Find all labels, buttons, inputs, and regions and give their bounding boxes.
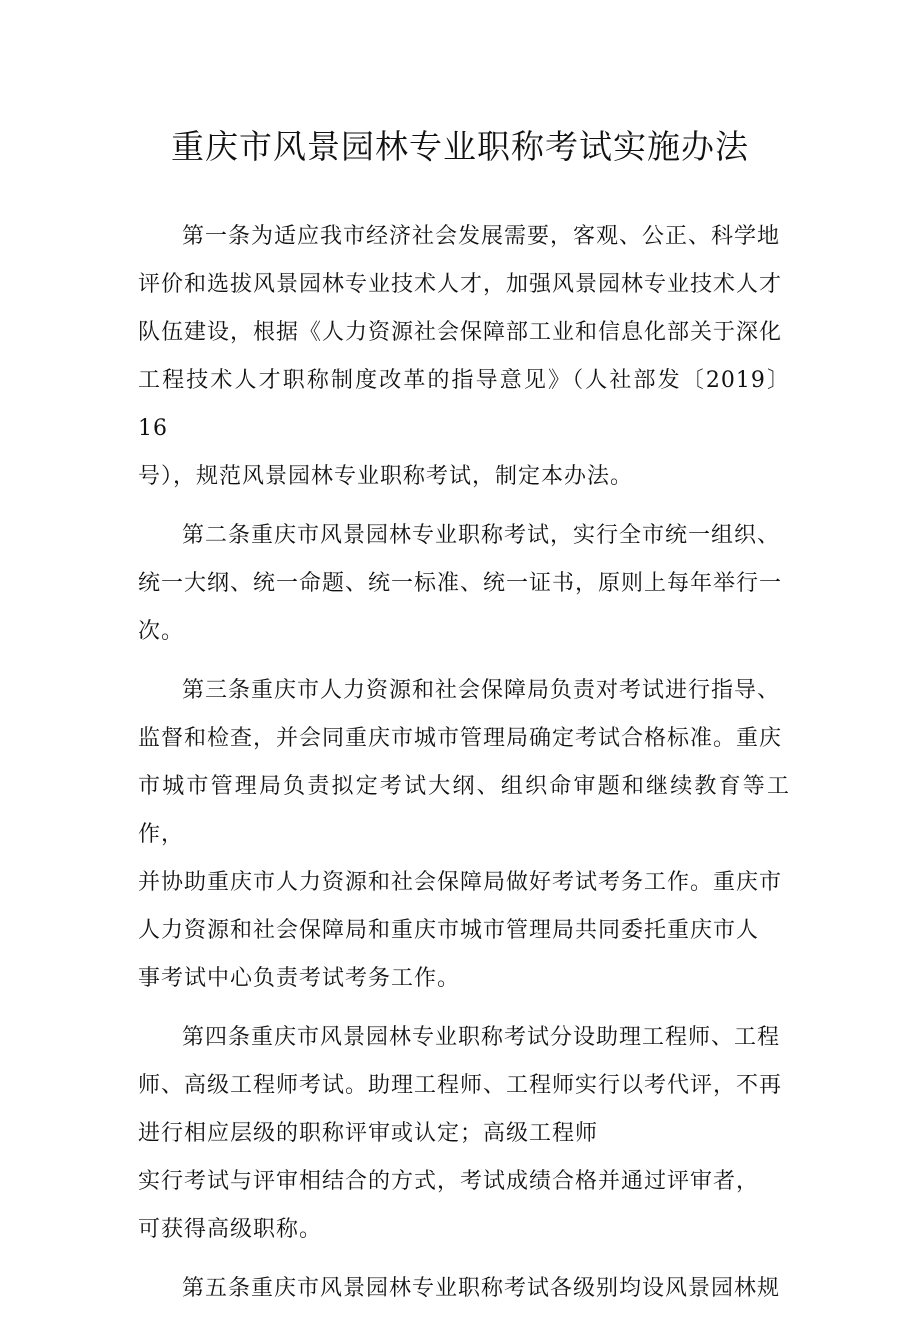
article-3-line-3: 市城市管理局负责拟定考试大纲、组织命审题和继续教育等工作， xyxy=(138,774,790,847)
article-3 xyxy=(138,667,790,1003)
article-3-line-5: 人力资源和社会保障局和重庆市城市管理局共同委托重庆市人 xyxy=(138,918,760,943)
article-4-line-3: 进行相应层级的职称评审或认定；高级工程师 xyxy=(138,1121,599,1146)
article-3-line-2: 监督和检查，并会同重庆市城市管理局确定考试合格标准。重庆 xyxy=(138,726,783,751)
article-1-line-4: 工程技术人才职称制度改革的指导意见》（人社部发〔2019〕16 xyxy=(138,368,790,441)
article-1-line-2: 评价和选拔风景园林专业技术人才，加强风景园林专业技术人才 xyxy=(138,272,783,297)
article-2-line-1: 第二条重庆市风景园林专业职称考试，实行全市统一组织、 xyxy=(182,523,781,548)
document-title: 重庆市风景园林专业职称考试实施办法 xyxy=(171,127,749,166)
article-4-line-2: 师、高级工程师考试。助理工程师、工程师实行以考代评，不再 xyxy=(138,1073,783,1098)
article-1 xyxy=(138,213,790,501)
article-2-line-2: 统一大纲、统一命题、统一标准、统一证书，原则上每年举行一 xyxy=(138,571,783,596)
article-4 xyxy=(138,1014,790,1254)
article-3-line-6: 事考试中心负责考试考务工作。 xyxy=(138,966,461,991)
document-body xyxy=(138,213,790,1324)
article-4-line-5: 可获得高级职称。 xyxy=(138,1217,323,1242)
article-2 xyxy=(138,512,790,656)
article-1-line-3: 队伍建设，根据《人力资源社会保障部工业和信息化部关于深化 xyxy=(138,320,783,345)
article-2-line-3: 次。 xyxy=(138,619,185,644)
article-1-line-1: 第一条为适应我市经济社会发展需要，客观、公正、科学地 xyxy=(182,224,781,249)
article-3-line-4: 并协助重庆市人力资源和社会保障局做好考试考务工作。重庆市 xyxy=(138,870,783,895)
article-4-line-4: 实行考试与评审相结合的方式，考试成绩合格并通过评审者， xyxy=(138,1169,760,1194)
article-4-line-1: 第四条重庆市风景园林专业职称考试分设助理工程师、工程 xyxy=(182,1025,781,1050)
article-5-line-1: 第五条重庆市风景园林专业职称考试各级别均设风景园林规 xyxy=(182,1276,781,1301)
article-1-line-5: 号），规范风景园林专业职称考试，制定本办法。 xyxy=(138,464,634,489)
article-3-line-1: 第三条重庆市人力资源和社会保障局负责对考试进行指导、 xyxy=(182,678,781,703)
article-5 xyxy=(138,1265,790,1313)
